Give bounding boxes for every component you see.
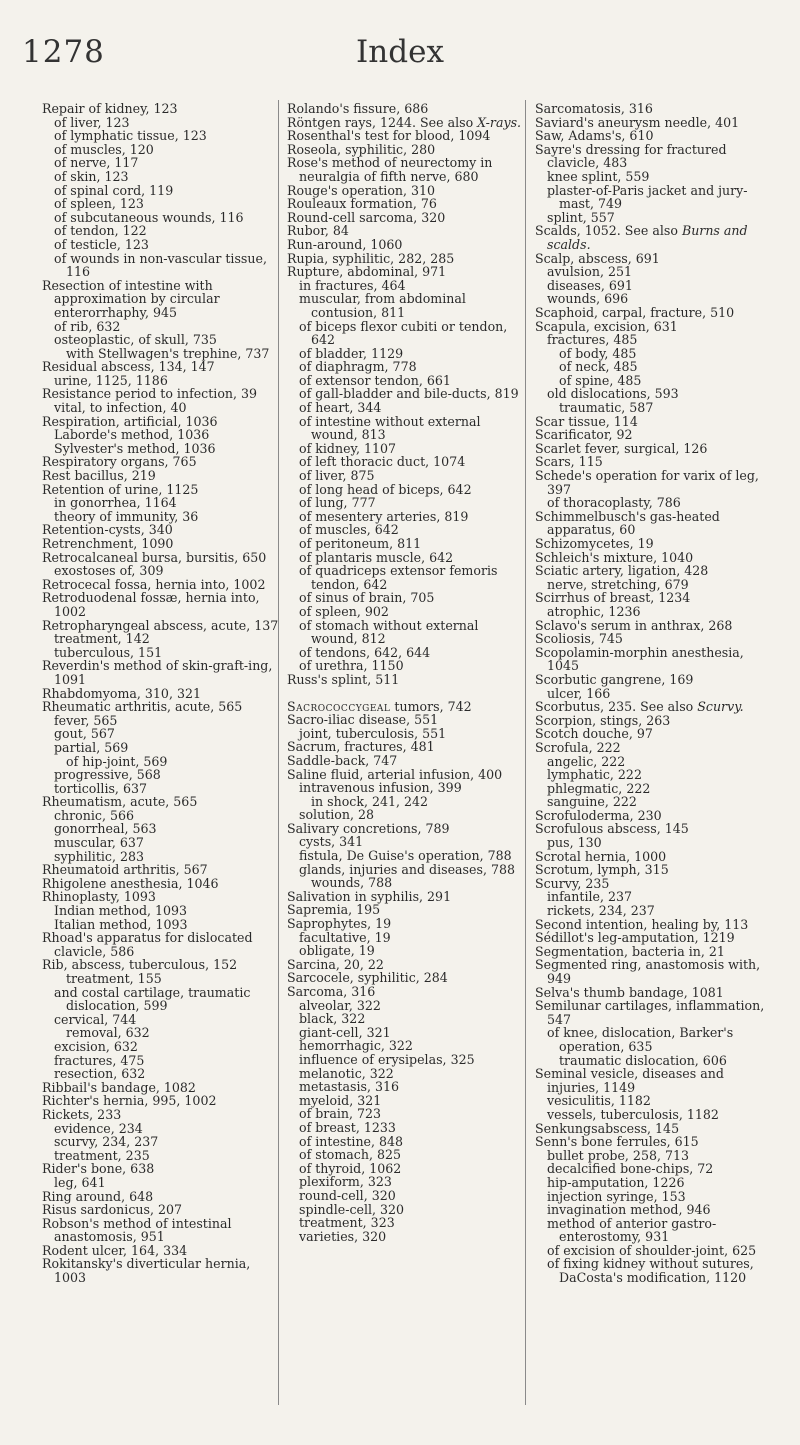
index-entry: of tendon, 122 [54,223,147,239]
index-entry: Rhabdomyoma, 310, 321 [42,685,201,701]
index-entry: gout, 567 [54,726,115,742]
index-entry: Italian method, 1093 [54,916,188,932]
index-entry: of mesentery arteries, 819 [299,508,469,524]
index-entry: of liver, 875 [299,468,375,484]
index-entry: facultative, 19 [299,929,391,945]
index-column-1 [42,102,282,1285]
index-entry: osteoplastic, of skull, 735 [54,332,217,348]
index-entry: of subcutaneous wounds, 116 [54,209,244,225]
index-entry: Scirrhus of breast, 1234 [535,590,691,606]
index-entry: partial, 569 [54,739,129,755]
index-entry: of peritoneum, 811 [299,536,422,551]
index-entry: Rhoad's apparatus for dislocated clavicle, 586 [42,930,253,959]
index-entry: muscular, 637 [54,835,144,851]
index-entry: Scaphoid, carpal, fracture, 510 [535,304,735,320]
index-entry: knee splint, 559 [547,168,650,184]
index-entry: Rib, abscess, tuberculous, 152 [42,957,238,973]
index-entry: Rouleaux formation, 76 [287,196,437,212]
index-entry: diseases, 691 [547,277,633,293]
index-entry: Run-around, 1060 [287,236,403,252]
index-entry: Sarcoma, 316 [287,984,376,999]
index-entry: fever, 565 [54,712,118,728]
index-entry: vesiculitis, 1182 [547,1093,651,1109]
index-entry: hemorrhagic, 322 [299,1038,413,1054]
index-entry: Scopolamin-morphin anesthesia, 1045 [535,644,744,674]
index-entry: Senn's bone ferrules, 615 [535,1134,699,1150]
index-entry: Indian method, 1093 [54,903,188,919]
index-entry: Retropharyngeal abscess, acute, 137 [42,617,279,633]
index-entry: Ring around, 648 [42,1188,154,1204]
index-entry: Roseola, syphilitic, 280 [287,141,436,157]
index-column-2 [287,102,527,1243]
index-entry: varieties, 320 [299,1228,387,1244]
index-entry: Rhigolene anesthesia, 1046 [42,875,219,891]
index-entry: fractures, 475 [54,1052,145,1068]
index-entry: in fractures, 464 [299,277,406,293]
index-entry: cysts, 341 [299,834,364,850]
index-entry: Sarcomatosis, 316 [535,101,653,116]
index-entry: tuberculous, 151 [54,644,163,660]
index-entry: joint, tuberculosis, 551 [299,725,447,741]
index-entry: Second intention, healing by, 113 [535,916,749,932]
index-entry: Saline fluid, arterial infusion, 400 [287,766,503,782]
index-entry: Rouge's operation, 310 [287,182,436,198]
index-entry: of lymphatic tissue, 123 [54,128,207,144]
index-entry: Sarcocele, syphilitic, 284 [287,970,448,986]
index-entry: black, 322 [299,1011,366,1027]
index-entry: Röntgen rays, 1244. See also X-rays. [287,114,522,130]
index-entry: vessels, tuberculosis, 1182 [547,1106,719,1122]
index-entry: and costal cartilage, traumatic dislocation, 599 [54,984,251,1014]
index-entry: Rickets, 233 [42,1106,122,1122]
index-entry: Sclavo's serum in anthrax, 268 [535,617,733,633]
index-entry: giant-cell, 321 [299,1024,391,1040]
index-entry: treatment, 142 [54,631,150,647]
index-entry: round-cell, 320 [299,1187,396,1203]
index-entry: Laborde's method, 1036 [54,427,210,443]
index-entry: spindle-cell, 320 [299,1201,405,1217]
index-entry: of rib, 632 [54,318,121,334]
index-entry: of brain, 723 [299,1106,382,1122]
index-entry: Retrenchment, 1090 [42,536,174,551]
index-entry: Scalp, abscess, 691 [535,250,660,266]
index-entry: Segmentation, bacteria in, 21 [535,943,725,959]
index-entry: of wounds in non-vascular tissue, 116 [54,250,267,280]
index-entry: of intestine without external wound, 813 [299,413,481,443]
index-entry: metastasis, 316 [299,1079,399,1095]
index-entry: glands, injuries and diseases, 788 [299,861,515,877]
index-entry: Segmented ring, anastomosis with, 949 [535,957,761,986]
index-entry: sanguine, 222 [547,794,637,810]
index-entry: of liver, 123 [54,114,130,130]
index-entry: avulsion, 251 [547,264,632,280]
index-entry: Salivary concretions, 789 [287,820,450,836]
index-entry: of spleen, 123 [54,196,144,212]
index-entry: Sylvester's method, 1036 [54,440,216,456]
index-entry: Scorpion, stings, 263 [535,712,671,728]
index-entry: of gall-bladder and bile-ducts, 819 [299,386,519,402]
index-entry: Scrofula, 222 [535,739,621,755]
index-entry: of knee, dislocation, Barker's operation, 635 [547,1025,734,1054]
index-entry: Schede's operation for varix of leg, 397 [535,468,759,497]
index-entry: Rosenthal's test for blood, 1094 [287,128,491,144]
index-entry: Schleich's mixture, 1040 [535,549,694,565]
index-entry: Rheumatism, acute, 565 [42,794,198,810]
page-title: Index [356,34,444,70]
index-entry: Retrocalcaneal bursa, bursitis, 650 [42,549,267,565]
index-entry: Richter's hernia, 995, 1002 [42,1093,217,1109]
index-entry: Scotch douche, 97 [535,726,653,742]
index-entry: Retention-cysts, 340 [42,522,173,538]
index-entry: ulcer, 166 [547,685,611,701]
index-entry: urine, 1125, 1186 [54,372,168,388]
index-entry: scurvy, 234, 237 [54,1134,159,1150]
index-entry: splint, 557 [547,209,615,225]
index-entry: plaster-of-Paris jacket and jury-mast, 749 [547,182,748,212]
index-entry: wounds, 696 [547,291,629,307]
index-entry: Scarificator, 92 [535,427,633,443]
index-entry: Scarlet fever, surgical, 126 [535,440,708,456]
index-entry: Risus sardonicus, 207 [42,1202,182,1218]
index-entry: traumatic, 587 [559,400,654,416]
index-entry: Scars, 115 [535,454,603,470]
index-entry: of stomach without external wound, 812 [299,617,479,647]
index-entry: myeloid, 321 [299,1092,382,1108]
index-entry: angelic, 222 [547,753,626,769]
index-entry: Sapremia, 195 [287,902,381,918]
index-entry: melanotic, 322 [299,1065,394,1081]
index-entry: of thoracoplasty, 786 [547,495,681,511]
index-entry: resection, 632 [54,1066,146,1082]
index-entry: Retrocecal fossa, hernia into, 1002 [42,576,266,592]
index-entry: of hip-joint, 569 [66,753,168,769]
index-entry: of kidney, 1107 [299,440,397,456]
index-entry: Schizomycetes, 19 [535,536,654,551]
index-entry: Rheumatic arthritis, acute, 565 [42,699,243,715]
index-entry: of spine, 485 [559,372,642,388]
index-entry: Sarcina, 20, 22 [287,956,384,972]
index-entry: Scrofulous abscess, 145 [535,821,689,837]
index-entry: progressive, 568 [54,767,161,783]
index-entry: of excision of shoulder-joint, 625 [547,1242,757,1258]
index-entry: Selva's thumb bandage, 1081 [535,984,724,1000]
index-entry: Scorbutus, 235. See also Scurvy. [535,699,744,715]
index-entry: Reverdin's method of skin-graft-ing, 1091 [42,658,273,687]
index-entry: Resection of intestine with approximation by circular enterorrhaphy, 945 [42,277,220,320]
index-entry: Sacro-iliac disease, 551 [287,712,439,728]
index-entry: in gonorrhea, 1164 [54,495,177,511]
index-entry: of heart, 344 [299,400,382,416]
index-entry: of spleen, 902 [299,603,389,619]
index-entry: leg, 641 [54,1174,106,1190]
index-entry: Scar tissue, 114 [535,413,638,429]
index-entry: Saprophytes, 19 [287,916,392,932]
index-entry: of left thoracic duct, 1074 [299,454,466,470]
index-entry: influence of erysipelas, 325 [299,1051,475,1067]
index-entry: Respiratory organs, 765 [42,454,197,470]
index-entry: intravenous infusion, 399 [299,780,462,796]
index-entry: removal, 632 [66,1025,150,1041]
index-entry: nerve, stretching, 679 [547,576,689,592]
index-entry: theory of immunity, 36 [54,508,199,524]
index-entry: Sayre's dressing for fractured clavicle, 483 [535,141,727,171]
index-entry: Scrotal hernia, 1000 [535,848,667,864]
index-entry: phlegmatic, 222 [547,780,651,796]
index-entry: bullet probe, 258, 713 [547,1147,690,1163]
index-entry: Senkungsabscess, 145 [535,1120,680,1136]
index-entry: of muscles, 120 [54,141,154,157]
index-entry: lymphatic, 222 [547,767,642,783]
index-entry: Seminal vesicle, diseases and injuries, 1149 [535,1066,724,1095]
index-entry: syphilitic, 283 [54,848,145,864]
index-entry: of sinus of brain, 705 [299,590,435,606]
index-entry: of thyroid, 1062 [299,1160,402,1176]
index-entry: pus, 130 [547,835,602,851]
index-entry: Rokitansky's diverticular hernia, 1003 [42,1256,251,1286]
index-entry: gonorrheal, 563 [54,821,157,837]
index-entry: of extensor tendon, 661 [299,372,451,388]
index-entry: of body, 485 [559,345,637,361]
index-entry: Retroduodenal fossæ, hernia into, 1002 [42,590,260,619]
index-entry: Scrotum, lymph, 315 [535,862,669,878]
index-entry: wounds, 788 [311,875,393,891]
index-entry: vital, to infection, 40 [54,400,187,416]
index-entry: muscular, from abdominal contusion, 811 [299,291,466,320]
index-entry: of nerve, 117 [54,155,139,171]
index-entry: method of anterior gastro-enterostomy, 931 [547,1215,717,1245]
index-entry: Schimmelbusch's gas-heated apparatus, 60 [535,508,720,538]
index-entry: Saviard's aneurysm needle, 401 [535,114,740,130]
index-entry: Semilunar cartilages, inflammation, 547 [535,998,765,1027]
index-entry: torticollis, 637 [54,780,147,796]
index-entry: of muscles, 642 [299,522,399,538]
index-entry: Rupia, syphilitic, 282, 285 [287,250,455,266]
index-entry: invagination method, 946 [547,1202,711,1218]
index-entry: Saw, Adams's, 610 [535,128,654,144]
index-entry: Rubor, 84 [287,223,349,239]
index-entry: Scapula, excision, 631 [535,318,678,334]
index-entry: fractures, 485 [547,332,638,348]
index-entry: Rest bacillus, 219 [42,468,156,484]
index-entry: Sédillot's leg-amputation, 1219 [535,930,735,946]
index-entry: Respiration, artificial, 1036 [42,413,218,429]
index-entry: chronic, 566 [54,807,135,823]
index-entry: of tendons, 642, 644 [299,644,431,660]
index-entry: treatment, 235 [54,1147,150,1163]
index-entry: Rose's method of neurectomy in neuralgia of fifth nerve, 680 [287,155,493,184]
index-entry: evidence, 234 [54,1120,143,1136]
index-entry: Rider's bone, 638 [42,1161,155,1177]
index-entry: Saddle-back, 747 [287,752,398,768]
index-entry: of stomach, 825 [299,1147,402,1163]
index-entry: cervical, 744 [54,1011,137,1027]
index-entry: Robson's method of intestinal anastomosis, 951 [42,1215,232,1245]
index-entry: Resistance period to infection, 39 [42,386,258,402]
index-entry: Repair of kidney, 123 [42,101,178,116]
index-entry: Rupture, abdominal, 971 [287,264,447,280]
index-entry: injection syringe, 153 [547,1188,686,1204]
index-entry: Rolando's fissure, 686 [287,101,429,116]
index-entry: with Stellwagen's trephine, 737 [66,345,270,361]
index-entry: infantile, 237 [547,889,633,905]
index-entry: of testicle, 123 [54,236,149,252]
index-entry: atrophic, 1236 [547,603,641,619]
index-entry: fistula, De Guise's operation, 788 [299,848,512,864]
index-entry: of plantaris muscle, 642 [299,549,454,565]
index-entry: hip-amputation, 1226 [547,1174,685,1190]
index-column-3 [535,102,775,1285]
index-entry: treatment, 323 [299,1215,395,1231]
index-entry: Scalds, 1052. See also Burns and scalds. [535,223,748,252]
index-entry: obligate, 19 [299,943,375,959]
index-entry: of spinal cord, 119 [54,182,174,198]
index-entry: Sciatic artery, ligation, 428 [535,563,709,579]
index-entry: exostoses of, 309 [54,563,164,579]
index-entry: plexiform, 323 [299,1174,392,1190]
index-entry: of lung, 777 [299,495,376,511]
index-entry: traumatic dislocation, 606 [559,1052,727,1068]
page-header [0,34,800,84]
index-entry: of intestine, 848 [299,1133,404,1149]
index-entry: solution, 28 [299,807,374,823]
index-entry: in shock, 241, 242 [311,793,429,809]
index-entry: old dislocations, 593 [547,386,679,402]
index-entry: decalcified bone-chips, 72 [547,1161,714,1177]
index-entry: Salivation in syphilis, 291 [287,888,452,904]
index-entry: Round-cell sarcoma, 320 [287,209,446,225]
index-entry: Sacrum, fractures, 481 [287,739,435,755]
index-entry: treatment, 155 [66,971,162,986]
index-entry: of skin, 123 [54,168,129,184]
index-entry: Scoliosis, 745 [535,631,623,647]
index-entry: Ribbail's bandage, 1082 [42,1079,196,1095]
index-entry: of bladder, 1129 [299,345,404,361]
index-entry: of long head of biceps, 642 [299,481,472,497]
index-entry: alveolar, 322 [299,997,381,1013]
index-entry: Russ's splint, 511 [287,671,400,687]
index-entry: Scorbutic gangrene, 169 [535,671,694,687]
index-entry: Residual abscess, 134, 147 [42,359,215,375]
index-entry: Retention of urine, 1125 [42,481,199,497]
index-entry: Scrofuloderma, 230 [535,807,662,823]
index-entry: of fixing kidney without sutures, DaCosta's modification, 1120 [547,1256,754,1286]
index-entry: of diaphragm, 778 [299,359,417,375]
index-entry: of neck, 485 [559,359,638,375]
index-entry: Rheumatoid arthritis, 567 [42,862,208,878]
index-entry: Rodent ulcer, 164, 334 [42,1242,188,1258]
index-entry: Rhinoplasty, 1093 [42,889,156,905]
page-number: 1278 [22,34,105,70]
index-entry: of quadriceps extensor femoris tendon, 642 [299,563,498,592]
index-entry: Scurvy, 235 [535,875,610,891]
index-entry: of breast, 1233 [299,1119,396,1135]
index-entry: Sacrococcygeal tumors, 742 [287,698,472,714]
index-entry: rickets, 234, 237 [547,903,655,919]
index-entry: of biceps flexor cubiti or tendon, 642 [299,318,508,348]
index-entry: excision, 632 [54,1038,138,1054]
index-entry: of urethra, 1150 [299,658,404,674]
